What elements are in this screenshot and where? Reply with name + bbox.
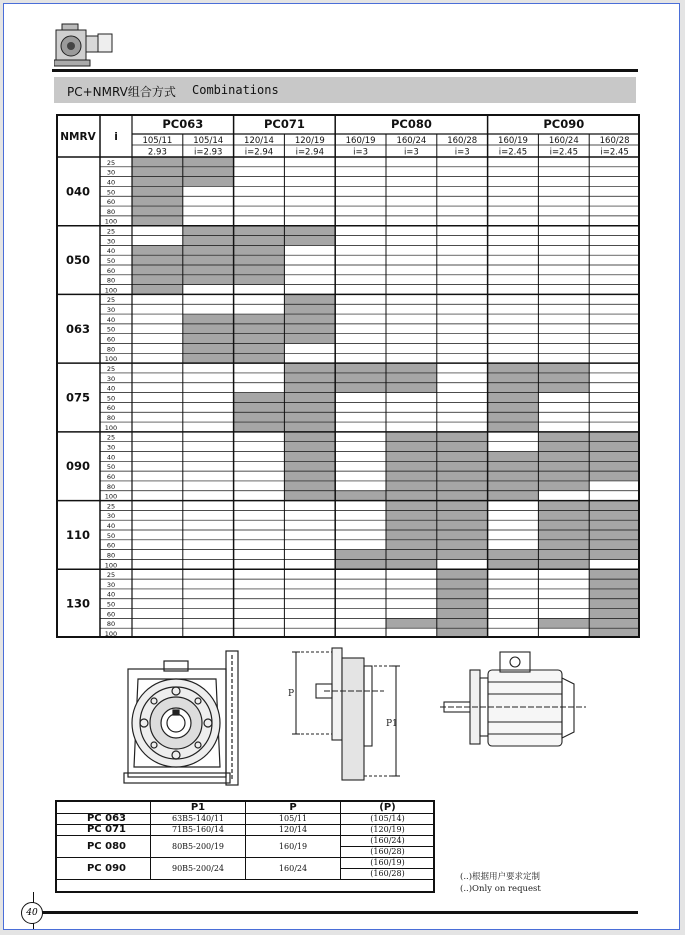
i-value-label: 40 (106, 247, 116, 256)
shaded-cell (386, 510, 437, 520)
i-value-label: 100 (104, 561, 118, 570)
i-value-label: 50 (106, 325, 116, 334)
shaded-cell (335, 383, 386, 393)
i-value-label: 80 (106, 414, 116, 423)
shaded-cell (284, 451, 335, 461)
size-label: 040 (65, 184, 91, 199)
shaded-cell (538, 432, 589, 442)
shaded-cell (284, 294, 335, 304)
i-value-label: 50 (106, 600, 116, 609)
shaded-cell (589, 520, 640, 530)
shaded-cell (132, 275, 183, 285)
shaded-cell (234, 412, 285, 422)
i-value-label: 40 (106, 590, 116, 599)
shaded-cell (589, 609, 640, 619)
shaded-cell (538, 481, 589, 491)
shaded-cell (538, 550, 589, 560)
shaded-cell (437, 491, 488, 501)
shaded-cell (132, 265, 183, 275)
i-value-label: 100 (104, 423, 118, 432)
ratio-i-header: i=2.94 (244, 147, 274, 158)
ratio-header: 160/24 (396, 136, 427, 146)
shaded-cell (132, 206, 183, 216)
shaded-cell (386, 550, 437, 560)
i-value-label: 50 (106, 531, 116, 540)
ratio-i-header: i=2.45 (600, 147, 629, 158)
shaded-cell (284, 461, 335, 471)
i-value-label: 30 (106, 580, 116, 589)
shaded-cell (538, 471, 589, 481)
spec-model: PC 071 (57, 825, 151, 836)
spec-alt: (160/24) (341, 836, 435, 847)
i-value-label: 40 (106, 522, 116, 531)
shaded-cell (183, 275, 234, 285)
shaded-cell (538, 520, 589, 530)
dimension-label-p1: P1 (386, 719, 398, 729)
gearbox-corner-icon (54, 22, 116, 68)
i-value-label: 40 (106, 453, 116, 462)
i-value-label: 25 (106, 502, 116, 511)
spec-p: 160/24 (246, 858, 341, 880)
shaded-cell (488, 402, 539, 412)
shaded-cell (234, 245, 285, 255)
size-label: 110 (65, 527, 91, 542)
shaded-cell (284, 471, 335, 481)
shaded-cell (589, 501, 640, 511)
i-value-label: 30 (106, 306, 116, 315)
shaded-cell (488, 461, 539, 471)
i-value-label: 30 (106, 168, 116, 177)
note-cn: (..)根据用户要求定制 (460, 872, 541, 882)
group-header: PC090 (543, 117, 585, 131)
i-value-label: 80 (106, 482, 116, 491)
ratio-i-header: i=3 (353, 147, 369, 158)
i-value-label: 40 (106, 178, 116, 187)
shaded-cell (437, 589, 488, 599)
shaded-cell (386, 491, 437, 501)
i-value-label: 100 (104, 630, 118, 638)
ratio-header: 120/14 (244, 136, 274, 146)
shaded-cell (386, 520, 437, 530)
shaded-cell (234, 236, 285, 246)
i-value-label: 30 (106, 512, 116, 521)
i-value-label: 40 (106, 315, 116, 324)
shaded-cell (132, 186, 183, 196)
shaded-cell (183, 157, 234, 167)
shaded-cell (234, 344, 285, 354)
group-header: PC063 (162, 117, 204, 131)
shaded-cell (437, 442, 488, 452)
spec-row (57, 814, 435, 825)
shaded-cell (589, 432, 640, 442)
shaded-cell (284, 491, 335, 501)
i-value-label: 50 (106, 394, 116, 403)
shaded-cell (538, 363, 589, 373)
group-header: PC071 (263, 117, 305, 131)
shaded-cell (488, 471, 539, 481)
shaded-cell (183, 314, 234, 324)
shaded-cell (284, 442, 335, 452)
shaded-cell (234, 353, 285, 363)
shaded-cell (538, 442, 589, 452)
i-value-label: 80 (106, 345, 116, 354)
i-value-label: 50 (106, 256, 116, 265)
i-value-label: 25 (106, 296, 116, 305)
shaded-cell (284, 402, 335, 412)
spec-row (57, 825, 435, 836)
spec-header-p: P (246, 802, 341, 814)
i-value-label: 100 (104, 355, 118, 364)
group-header: PC080 (390, 117, 432, 131)
i-value-label: 80 (106, 276, 116, 285)
shaded-cell (234, 314, 285, 324)
shaded-cell (538, 559, 589, 569)
shaded-cell (538, 510, 589, 520)
spec-header-alt: (P) (341, 802, 435, 814)
shaded-cell (284, 334, 335, 344)
ratio-i-header: i=2.94 (295, 147, 325, 158)
shaded-cell (589, 540, 640, 550)
spec-p: 120/14 (246, 825, 341, 836)
shaded-cell (132, 167, 183, 177)
shaded-cell (132, 285, 183, 295)
shaded-cell (183, 265, 234, 275)
ratio-i-header: i=3 (454, 147, 470, 158)
shaded-cell (488, 383, 539, 393)
note-en: (..)Only on request (460, 884, 541, 894)
spec-p1: 63B5-140/11 (151, 814, 246, 825)
spec-p1: 80B5-200/19 (151, 836, 246, 858)
shaded-cell (234, 402, 285, 412)
shaded-cell (284, 226, 335, 236)
section-title-bar (54, 77, 636, 103)
ratio-header: 120/19 (294, 136, 325, 146)
ratio-header: 160/19 (498, 136, 528, 146)
shaded-cell (284, 422, 335, 432)
shaded-cell (284, 363, 335, 373)
shaded-cell (589, 589, 640, 599)
shaded-cell (488, 559, 539, 569)
shaded-cell (437, 618, 488, 628)
spec-alt: (160/19) (341, 858, 435, 869)
ratio-i-header: i=3 (403, 147, 419, 158)
shaded-cell (488, 491, 539, 501)
section-title-cn: PC+NMRV组合方式 (67, 85, 176, 99)
shaded-cell (437, 510, 488, 520)
shaded-cell (335, 363, 386, 373)
spec-alt: (160/28) (341, 869, 435, 880)
shaded-cell (386, 501, 437, 511)
ratio-header: 105/14 (193, 136, 224, 146)
shaded-cell (488, 451, 539, 461)
ratio-header: 105/11 (142, 136, 173, 146)
ratio-header: 160/19 (345, 136, 376, 146)
spec-model: PC 080 (57, 836, 151, 858)
spec-header-model (57, 802, 151, 814)
spec-p1: 71B5-160/14 (151, 825, 246, 836)
motor-drawing (440, 648, 586, 754)
shaded-cell (437, 530, 488, 540)
shaded-cell (437, 432, 488, 442)
i-value-label: 25 (106, 571, 116, 580)
i-value-label: 100 (104, 492, 118, 501)
spec-header-row (57, 802, 435, 814)
size-label: 063 (65, 321, 91, 336)
shaded-cell (234, 226, 285, 236)
shaded-cell (589, 442, 640, 452)
shaded-cell (386, 383, 437, 393)
shaded-cell (183, 344, 234, 354)
i-value-label: 60 (106, 198, 116, 207)
shaded-cell (386, 451, 437, 461)
spec-p: 105/11 (246, 814, 341, 825)
footer-rule (30, 911, 638, 914)
i-value-label: 60 (106, 472, 116, 481)
shaded-cell (386, 540, 437, 550)
spec-p: 160/19 (246, 836, 341, 858)
shaded-cell (386, 432, 437, 442)
shaded-cell (488, 373, 539, 383)
page-number: 40 (21, 902, 43, 924)
shaded-cell (284, 324, 335, 334)
shaded-cell (437, 599, 488, 609)
shaded-cell (488, 412, 539, 422)
shaded-cell (183, 245, 234, 255)
spec-row (57, 858, 435, 869)
ratio-header: 160/24 (548, 136, 579, 146)
shaded-cell (437, 609, 488, 619)
spec-table (56, 801, 435, 880)
shaded-cell (538, 618, 589, 628)
shaded-cell (589, 471, 640, 481)
spec-alt: (120/19) (341, 825, 435, 836)
gearbox-front-drawing (120, 647, 248, 787)
shaded-cell (234, 422, 285, 432)
shaded-cell (386, 471, 437, 481)
spec-row (57, 836, 435, 847)
size-label: 075 (65, 390, 91, 405)
shaded-cell (386, 461, 437, 471)
corner-label-i: i (114, 131, 118, 143)
i-value-label: 50 (106, 188, 116, 197)
spec-alt: (160/28) (341, 847, 435, 858)
shaded-cell (589, 579, 640, 589)
shaded-cell (183, 255, 234, 265)
shaded-cell (132, 177, 183, 187)
size-label: 050 (65, 253, 91, 268)
shaded-cell (386, 481, 437, 491)
shaded-cell (335, 373, 386, 383)
shaded-cell (386, 559, 437, 569)
shaded-cell (335, 550, 386, 560)
shaded-cell (589, 510, 640, 520)
i-value-label: 25 (106, 433, 116, 442)
shaded-cell (488, 363, 539, 373)
shaded-cell (538, 540, 589, 550)
ratio-i-header: 2.93 (147, 147, 167, 158)
shaded-cell (386, 373, 437, 383)
shaded-cell (437, 579, 488, 589)
shaded-cell (183, 167, 234, 177)
spec-p1: 90B5-200/24 (151, 858, 246, 880)
shaded-cell (132, 245, 183, 255)
i-value-label: 80 (106, 620, 116, 629)
i-value-label: 80 (106, 551, 116, 560)
shaded-cell (183, 236, 234, 246)
shaded-cell (183, 177, 234, 187)
shaded-cell (437, 501, 488, 511)
i-value-label: 25 (106, 158, 116, 167)
shaded-cell (284, 304, 335, 314)
spec-header-p1: P1 (151, 802, 246, 814)
shaded-cell (284, 236, 335, 246)
i-value-label: 30 (106, 374, 116, 383)
shaded-cell (538, 461, 589, 471)
shaded-cell (386, 363, 437, 373)
i-value-label: 50 (106, 463, 116, 472)
shaded-cell (183, 334, 234, 344)
shaded-cell (589, 530, 640, 540)
spec-model: PC 090 (57, 858, 151, 880)
shaded-cell (437, 550, 488, 560)
shaded-cell (589, 599, 640, 609)
ratio-header: 160/28 (447, 136, 478, 146)
shaded-cell (538, 501, 589, 511)
shaded-cell (234, 265, 285, 275)
shaded-cell (488, 393, 539, 403)
ratio-i-header: i=2.45 (498, 147, 528, 158)
shaded-cell (284, 373, 335, 383)
shaded-cell (183, 226, 234, 236)
shaded-cell (284, 412, 335, 422)
shaded-cell (437, 451, 488, 461)
size-label: 090 (65, 459, 91, 474)
shaded-cell (589, 569, 640, 579)
header-rule (52, 69, 638, 72)
shaded-cell (284, 383, 335, 393)
i-value-label: 60 (106, 610, 116, 619)
shaded-cell (132, 216, 183, 226)
shaded-cell (589, 461, 640, 471)
shaded-cell (183, 353, 234, 363)
dimension-label-p: P (288, 689, 295, 699)
shaded-cell (234, 275, 285, 285)
shaded-cell (234, 334, 285, 344)
shaded-cell (437, 481, 488, 491)
shaded-cell (437, 461, 488, 471)
shaded-cell (538, 451, 589, 461)
shaded-cell (538, 383, 589, 393)
shaded-cell (183, 324, 234, 334)
shaded-cell (488, 550, 539, 560)
shaded-cell (538, 530, 589, 540)
catalog-page (3, 3, 680, 930)
shaded-cell (284, 432, 335, 442)
corner-label-nmrv: NMRV (60, 131, 96, 143)
shaded-cell (488, 481, 539, 491)
shaded-cell (234, 255, 285, 265)
ratio-header: 160/28 (599, 136, 630, 146)
i-value-label: 60 (106, 541, 116, 550)
i-value-label: 30 (106, 237, 116, 246)
spec-model: PC 063 (57, 814, 151, 825)
ratio-i-header: i=2.93 (193, 147, 223, 158)
shaded-cell (437, 520, 488, 530)
size-label: 130 (65, 596, 91, 611)
i-value-label: 30 (106, 443, 116, 452)
ratio-i-header: i=2.45 (549, 147, 579, 158)
i-value-label: 100 (104, 217, 118, 226)
combination-table (56, 114, 640, 642)
shaded-cell (386, 530, 437, 540)
i-value-label: 25 (106, 227, 116, 236)
shaded-cell (234, 324, 285, 334)
spec-alt: (105/14) (341, 814, 435, 825)
i-value-label: 25 (106, 364, 116, 373)
shaded-cell (284, 314, 335, 324)
shaded-cell (335, 491, 386, 501)
shaded-cell (132, 157, 183, 167)
i-value-label: 60 (106, 404, 116, 413)
shaded-cell (488, 422, 539, 432)
i-value-label: 60 (106, 335, 116, 344)
shaded-cell (437, 569, 488, 579)
i-value-label: 100 (104, 286, 118, 295)
shaded-cell (386, 618, 437, 628)
shaded-cell (284, 393, 335, 403)
shaded-cell (284, 481, 335, 491)
i-value-label: 60 (106, 266, 116, 275)
shaded-cell (132, 196, 183, 206)
section-title-en: Combinations (192, 83, 279, 97)
shaded-cell (589, 550, 640, 560)
shaded-cell (132, 255, 183, 265)
shaded-cell (589, 618, 640, 628)
shaded-cell (538, 373, 589, 383)
shaded-cell (335, 559, 386, 569)
gearbox-side-drawing (280, 644, 406, 784)
i-value-label: 80 (106, 207, 116, 216)
shaded-cell (437, 540, 488, 550)
shaded-cell (386, 442, 437, 452)
i-value-label: 40 (106, 384, 116, 393)
shaded-cell (589, 451, 640, 461)
shaded-cell (234, 393, 285, 403)
shaded-cell (437, 471, 488, 481)
